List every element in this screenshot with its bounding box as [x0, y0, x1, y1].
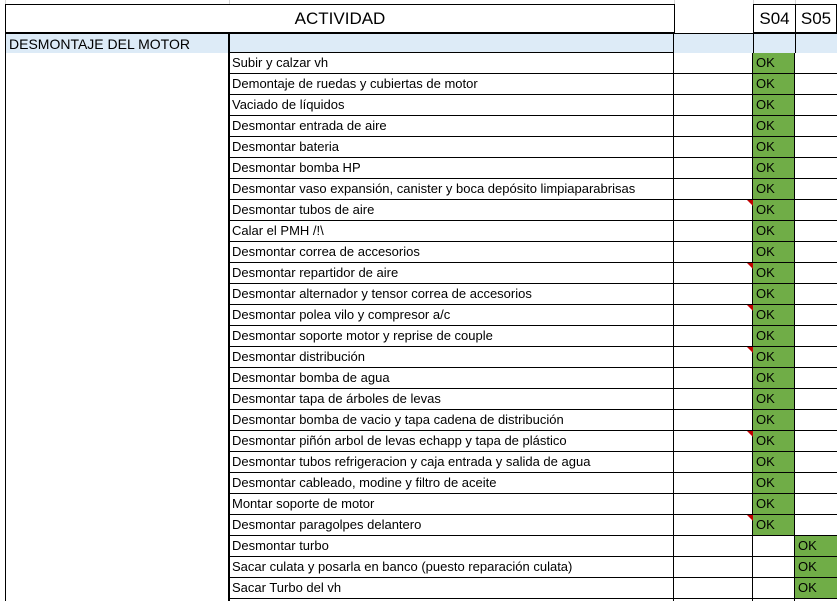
section-merged-cell[interactable]	[5, 53, 229, 601]
s05-cell[interactable]	[795, 410, 837, 431]
section-band-blank[interactable]	[674, 33, 753, 53]
s04-cell[interactable]: OK	[753, 137, 795, 158]
blank-cell[interactable]	[674, 326, 753, 347]
activity-cell[interactable]: Desmontar repartidor de aire	[229, 263, 674, 284]
section-band-s05[interactable]	[795, 33, 837, 53]
activity-cell[interactable]: Sacar culata y posarla en banco (puesto reparación culata)	[229, 557, 674, 578]
table-row	[229, 368, 837, 389]
s05-cell[interactable]	[795, 452, 837, 473]
blank-cell[interactable]	[674, 431, 753, 452]
s04-cell[interactable]: OK	[753, 200, 795, 221]
table-row	[229, 242, 837, 263]
activity-cell[interactable]: Desmontar polea vilo y compresor a/c	[229, 305, 674, 326]
s05-cell[interactable]	[795, 326, 837, 347]
table-row	[229, 137, 837, 158]
table-row	[229, 179, 837, 200]
activity-cell[interactable]: Desmontar bomba HP	[229, 158, 674, 179]
table-row	[229, 116, 837, 137]
blank-cell[interactable]	[674, 116, 753, 137]
blank-cell[interactable]	[674, 284, 753, 305]
s04-cell[interactable]: OK	[753, 389, 795, 410]
s04-cell[interactable]: OK	[753, 179, 795, 200]
s04-cell[interactable]: OK	[753, 410, 795, 431]
s04-cell[interactable]: OK	[753, 53, 795, 74]
s05-cell[interactable]	[795, 473, 837, 494]
table-row	[229, 284, 837, 305]
blank-cell[interactable]	[674, 557, 753, 578]
activity-cell[interactable]: Demontaje de ruedas y cubiertas de motor	[229, 74, 674, 95]
s04-cell[interactable]: OK	[753, 473, 795, 494]
s05-cell[interactable]	[795, 389, 837, 410]
blank-cell[interactable]	[674, 347, 753, 368]
s05-cell[interactable]: OK	[795, 557, 837, 578]
s05-cell[interactable]	[795, 305, 837, 326]
blank-cell[interactable]	[674, 158, 753, 179]
section-band-activity[interactable]	[229, 33, 674, 53]
s04-cell[interactable]: OK	[753, 368, 795, 389]
table-row	[229, 221, 837, 242]
table-row	[229, 389, 837, 410]
s04-cell[interactable]: OK	[753, 515, 795, 536]
s04-cell[interactable]: OK	[753, 116, 795, 137]
s04-cell[interactable]: OK	[753, 242, 795, 263]
s05-cell[interactable]	[795, 515, 837, 536]
activity-cell[interactable]: Desmontar bomba de vacio y tapa cadena de distribución	[229, 410, 674, 431]
header-s05-label: S05	[800, 8, 832, 28]
activity-cell[interactable]: Desmontar piñón arbol de levas echapp y tapa de plástico	[229, 431, 674, 452]
activity-cell[interactable]: Desmontar bateria	[229, 137, 674, 158]
header-s04-label: S04	[759, 8, 790, 28]
s04-cell[interactable]: OK	[753, 452, 795, 473]
s04-cell[interactable]: OK	[753, 158, 795, 179]
header-activity-label: ACTIVIDAD	[294, 8, 386, 28]
s05-cell[interactable]	[795, 431, 837, 452]
s04-cell[interactable]: OK	[753, 305, 795, 326]
activity-cell[interactable]: Desmontar entrada de aire	[229, 116, 674, 137]
s04-cell[interactable]: OK	[753, 494, 795, 515]
blank-cell[interactable]	[674, 200, 753, 221]
blank-cell[interactable]	[674, 494, 753, 515]
table-row	[229, 347, 837, 368]
blank-cell[interactable]	[674, 53, 753, 74]
s04-cell[interactable]: OK	[753, 74, 795, 95]
s04-cell[interactable]: OK	[753, 263, 795, 284]
blank-cell[interactable]	[674, 452, 753, 473]
activity-cell[interactable]: Desmontar correa de accesorios	[229, 242, 674, 263]
blank-cell[interactable]	[674, 515, 753, 536]
s05-cell[interactable]	[795, 347, 837, 368]
activity-cell[interactable]: Desmontar cableado, modine y filtro de aceite	[229, 473, 674, 494]
activity-cell[interactable]: Desmontar soporte motor y reprise de couple	[229, 326, 674, 347]
table-row	[229, 431, 837, 452]
s05-cell[interactable]	[795, 494, 837, 515]
table-row	[229, 95, 837, 116]
s04-cell[interactable]: OK	[753, 347, 795, 368]
activity-cell[interactable]: Montar soporte de motor	[229, 494, 674, 515]
table-row	[229, 536, 837, 557]
table-row	[229, 473, 837, 494]
s05-cell[interactable]	[795, 284, 837, 305]
table-row	[229, 158, 837, 179]
s05-cell[interactable]	[795, 179, 837, 200]
section-band-s04[interactable]	[753, 33, 795, 53]
section-label[interactable]: DESMONTAJE DEL MOTOR	[5, 33, 229, 53]
blank-cell[interactable]	[674, 242, 753, 263]
table-row	[229, 305, 837, 326]
s04-cell[interactable]: OK	[753, 95, 795, 116]
blank-cell[interactable]	[674, 410, 753, 431]
blank-cell[interactable]	[674, 221, 753, 242]
s04-cell[interactable]: OK	[753, 284, 795, 305]
blank-cell[interactable]	[674, 179, 753, 200]
table-row	[229, 410, 837, 431]
activity-cell[interactable]: Calar el PMH /!\	[229, 221, 674, 242]
blank-cell[interactable]	[674, 578, 753, 599]
activity-cell[interactable]: Desmontar turbo	[229, 536, 674, 557]
blank-cell[interactable]	[674, 74, 753, 95]
blank-cell[interactable]	[674, 95, 753, 116]
header-s04[interactable]	[753, 4, 796, 33]
activity-cell[interactable]: Desmontar paragolpes delantero	[229, 515, 674, 536]
s05-cell[interactable]	[795, 200, 837, 221]
activity-cell[interactable]: Vaciado de líquidos	[229, 95, 674, 116]
s05-cell[interactable]	[795, 74, 837, 95]
s04-cell[interactable]: OK	[753, 326, 795, 347]
activity-cell[interactable]: Desmontar tubos refrigeracion y caja entrada y salida de agua	[229, 452, 674, 473]
header-activity[interactable]	[5, 4, 675, 33]
blank-cell[interactable]	[674, 389, 753, 410]
s04-cell[interactable]	[753, 557, 795, 578]
activity-cell[interactable]: Desmontar alternador y tensor correa de accesorios	[229, 284, 674, 305]
activity-cell[interactable]: Desmontar vaso expansión, canister y boca depósito limpiaparabrisas	[229, 179, 674, 200]
blank-cell[interactable]	[674, 473, 753, 494]
activity-cell[interactable]: Desmontar distribución	[229, 347, 674, 368]
s05-cell[interactable]	[795, 137, 837, 158]
activity-cell[interactable]: Desmontar tapa de árboles de levas	[229, 389, 674, 410]
s05-cell[interactable]	[795, 242, 837, 263]
table-row	[229, 515, 837, 536]
s05-cell[interactable]: OK	[795, 536, 837, 557]
table-row	[229, 452, 837, 473]
s04-cell[interactable]	[753, 536, 795, 557]
s05-cell[interactable]	[795, 221, 837, 242]
blank-cell[interactable]	[674, 536, 753, 557]
blank-cell[interactable]	[674, 263, 753, 284]
s04-cell[interactable]: OK	[753, 221, 795, 242]
blank-cell[interactable]	[674, 368, 753, 389]
blank-cell[interactable]	[674, 305, 753, 326]
s05-cell[interactable]: OK	[795, 578, 837, 599]
activity-cell[interactable]: Sacar Turbo del vh	[229, 578, 674, 599]
s05-cell[interactable]	[795, 53, 837, 74]
table-row	[229, 74, 837, 95]
table-row	[229, 578, 837, 599]
header-s05[interactable]	[795, 4, 837, 33]
table-row	[229, 53, 837, 74]
blank-cell[interactable]	[674, 137, 753, 158]
s05-cell[interactable]	[795, 263, 837, 284]
table-row	[229, 200, 837, 221]
s05-cell[interactable]	[795, 95, 837, 116]
activity-cell[interactable]: Subir y calzar vh	[229, 53, 674, 74]
s05-cell[interactable]	[795, 116, 837, 137]
activity-cell[interactable]: Desmontar bomba de agua	[229, 368, 674, 389]
s04-cell[interactable]	[753, 578, 795, 599]
s05-cell[interactable]	[795, 158, 837, 179]
table-row	[229, 263, 837, 284]
s05-cell[interactable]	[795, 368, 837, 389]
s04-cell[interactable]: OK	[753, 431, 795, 452]
activity-cell[interactable]: Desmontar tubos de aire	[229, 200, 674, 221]
table-row	[229, 494, 837, 515]
table-row	[229, 326, 837, 347]
table-row	[229, 557, 837, 578]
